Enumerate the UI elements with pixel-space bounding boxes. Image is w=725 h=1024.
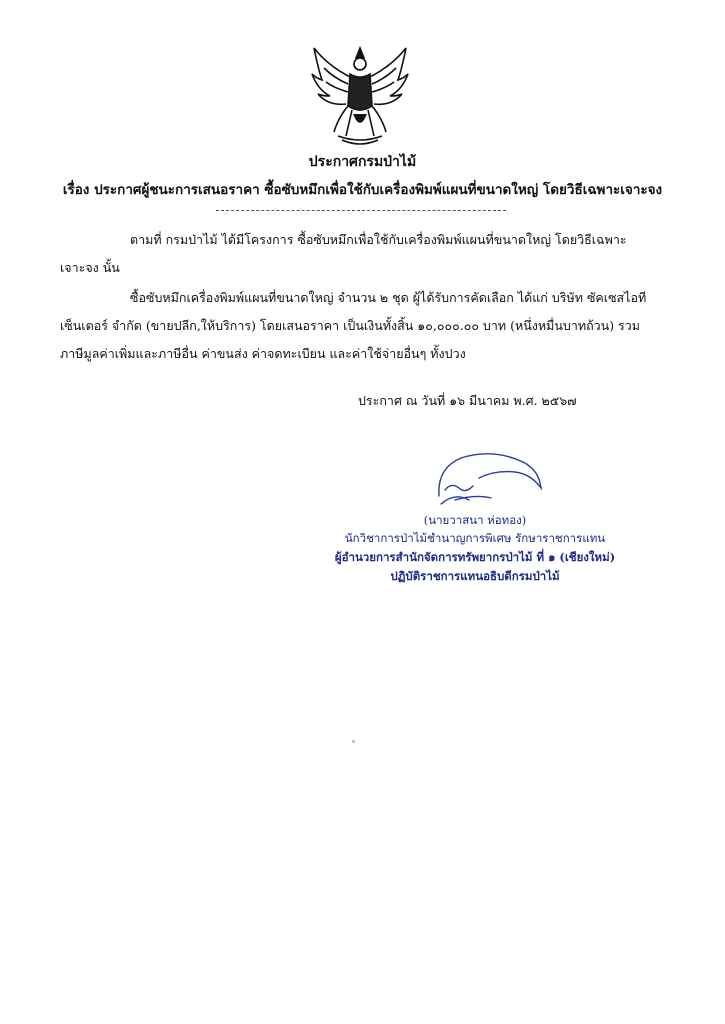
scan-speck (352, 740, 355, 743)
announcement-date: ประกาศ ณ วันที่ ๑๖ มีนาคม พ.ศ. ๒๕๖๗ (358, 393, 577, 408)
document-subject: เรื่อง ประกาศผู้ชนะการเสนอราคา ซื้อซับหมึกเพื่อใช้กับเครื่องพิมพ์แผนที่ขนาดใหญ่ โดยวิธีเฉพาะเจาะจง (62, 182, 663, 198)
signer-position-3: ปฏิบัติราชการแทนอธิบดีกรมป่าไม้ (390, 569, 560, 583)
paragraph-2-text: ซื้อซับหมึกเครื่องพิมพ์แผนที่ขนาดใหญ่ จำนวน ๒ ชุด ผู้ได้รับการคัดเลือก ได้แก่ บริษัท ซัคเซสไอที เซ็นเตอร์ จำกัด (ขายปลีก,ให้บริการ) โดยเสนอราคา เป็นเงินทั้งสิ้น ๑๐,๐๐๐.๐๐ บาท (หนึ่งหมื่นบาทถ้วน) รวมภาษีมูลค่าเพิ่มและภาษีอื่น ค่าขนส่ง ค่าจดทะเบียน และค่าใช้จ่ายอื่นๆ ทั้งปวง (60, 290, 647, 361)
document-title: ประกาศกรมป่าไม้ (308, 154, 417, 170)
garuda-emblem-icon (308, 44, 412, 148)
signer-position-1: นักวิชาการป่าไม้ชำนาญการพิเศษ รักษาราชการแทน (344, 531, 606, 545)
signer-position-2: ผู้อำนวยการสำนักจัดการทรัพยากรป่าไม้ ที่ ๑ (เชียงใหม่) (334, 550, 616, 564)
signer-name: (นายวาสนา ห่อทอง) (423, 513, 527, 527)
paragraph-1 (60, 226, 660, 282)
divider-line (216, 210, 506, 211)
paragraph-1-text: ตามที่ กรมป่าไม้ ได้มีโครงการ ซื้อซับหมึกเพื่อใช้กับเครื่องพิมพ์แผนที่ขนาดใหญ่ โดยวิธีเฉพาะเจาะจง นั้น (60, 232, 627, 275)
signature-icon (435, 448, 545, 508)
paragraph-2 (60, 284, 660, 368)
